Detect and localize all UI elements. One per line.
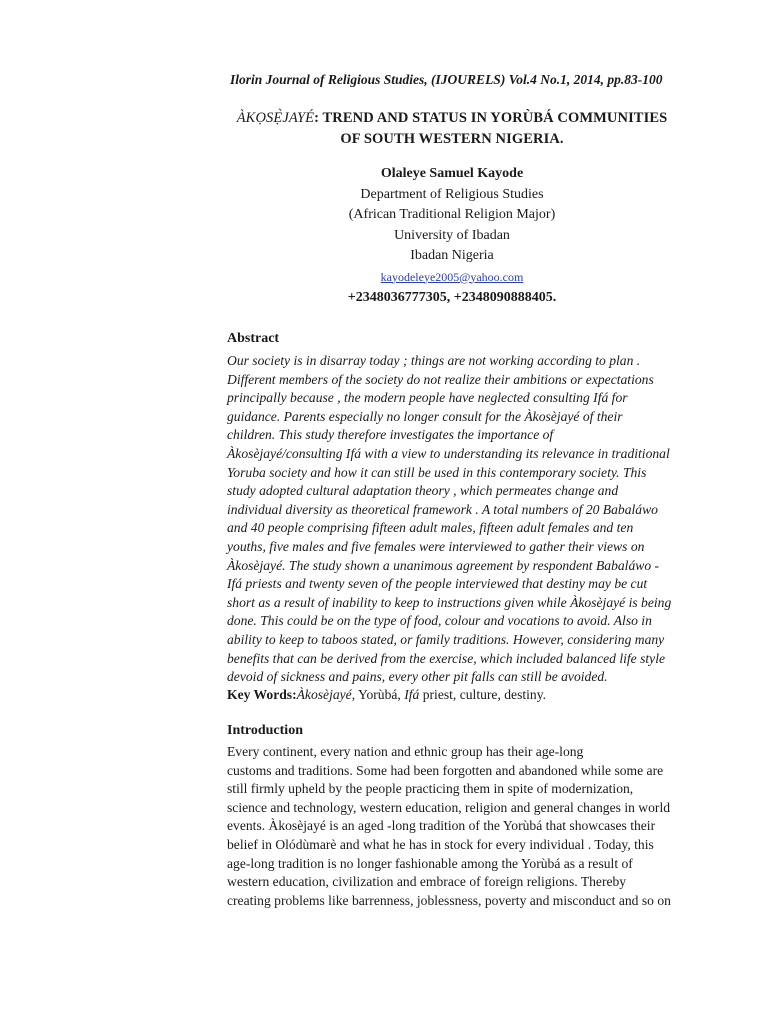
author-city: Ibadan Nigeria [410,248,494,263]
abstract-heading: Abstract [227,331,280,346]
introduction-body: Every continent, every nation and ethnic group has their age-long customs and traditions. Some had been forgotten and abandoned while some are still firmly upheld by the people practicing them in spite of modernization, science and technology, western education, religion and general changes in world events. Àkosèjayé is an aged -long tradition of the Yorùbá that showcases their belief in Olódùmarè and what he has in stock for every individual . Today, this age-long tradition is no longer fashionable among the Yorùbá as a result of western education, civilization and embrace of foreign religions. Thereby creating problems like barrenness, joblessness, poverty and misconduct and so on [227,744,671,908]
title-line-1 [227,108,677,129]
title-rest: : TREND AND STATUS IN YORÙBÁ COMMUNITIES [314,110,668,126]
keywords-label: Key Words: [227,687,297,702]
keyword-ifa: Ifá [404,687,420,702]
paper-title [227,108,677,150]
author-block [227,164,677,309]
author-major: (African Traditional Religion Major) [348,207,556,222]
author-university: University of Ibadan [394,227,510,243]
abstract-body: Our society is in disarray today ; things are not working according to plan . Different members of the society do not realize their ambitions or expectations principally because , the modern people have neglected consulting Ifá for guidance. Parents especially no longer consult for the Àkosèjayé of their children. This study therefore investigates the importance of Àkosèjayé/consulting Ifá with a view to understanding its relevance in traditional Yoruba society and how it can still be used in this contemporary society. This study adopted cultural adaptation theory , which permeates change and individual diversity as theoretical framework . A total numbers of 20 Babaláwo and 40 people comprising fifteen adult males, fifteen adult females and ten youths, five males and five females were interviewed to gather their views on Àkosèjayé. The study shown a unanimous agreement by respondent Babaláwo - Ifá priests and twenty seven of the people interviewed that destiny may be cut short as a result of inability to keep to instructions given while Àkosèjayé is being done. This could be on the type of food, colour and vocations to avoid. Also in ability to keep to taboos stated, or family traditions. However, considering many benefits that can be derived from the exercise, which included balanced life style devoid of sickness and pains, every other pit falls can still be avoided. [227,353,672,685]
author-email-link[interactable]: kayodeleye2005@yahoo.com [380,269,524,284]
author-name: Olaleye Samuel Kayode [380,166,524,181]
author-department: Department of Religious Studies [360,186,544,202]
keyword-sep: , Yorùbá, [351,687,405,702]
journal-header: Ilorin Journal of Religious Studies, (IJOURELS) Vol.4 No.1, 2014, pp.83-100 [230,72,663,87]
author-phones: +2348036777305, +2348090888405. [347,290,557,305]
keyword-akosejaye: Àkosèjayé [296,687,352,702]
title-lead: ÀKỌSẸ̀JAYÉ [236,110,315,126]
keywords-line [227,686,677,704]
introduction-heading: Introduction [227,723,303,738]
title-line-2: OF SOUTH WESTERN NIGERIA. [340,131,564,147]
keyword-rest: priest, culture, destiny. [419,687,547,702]
